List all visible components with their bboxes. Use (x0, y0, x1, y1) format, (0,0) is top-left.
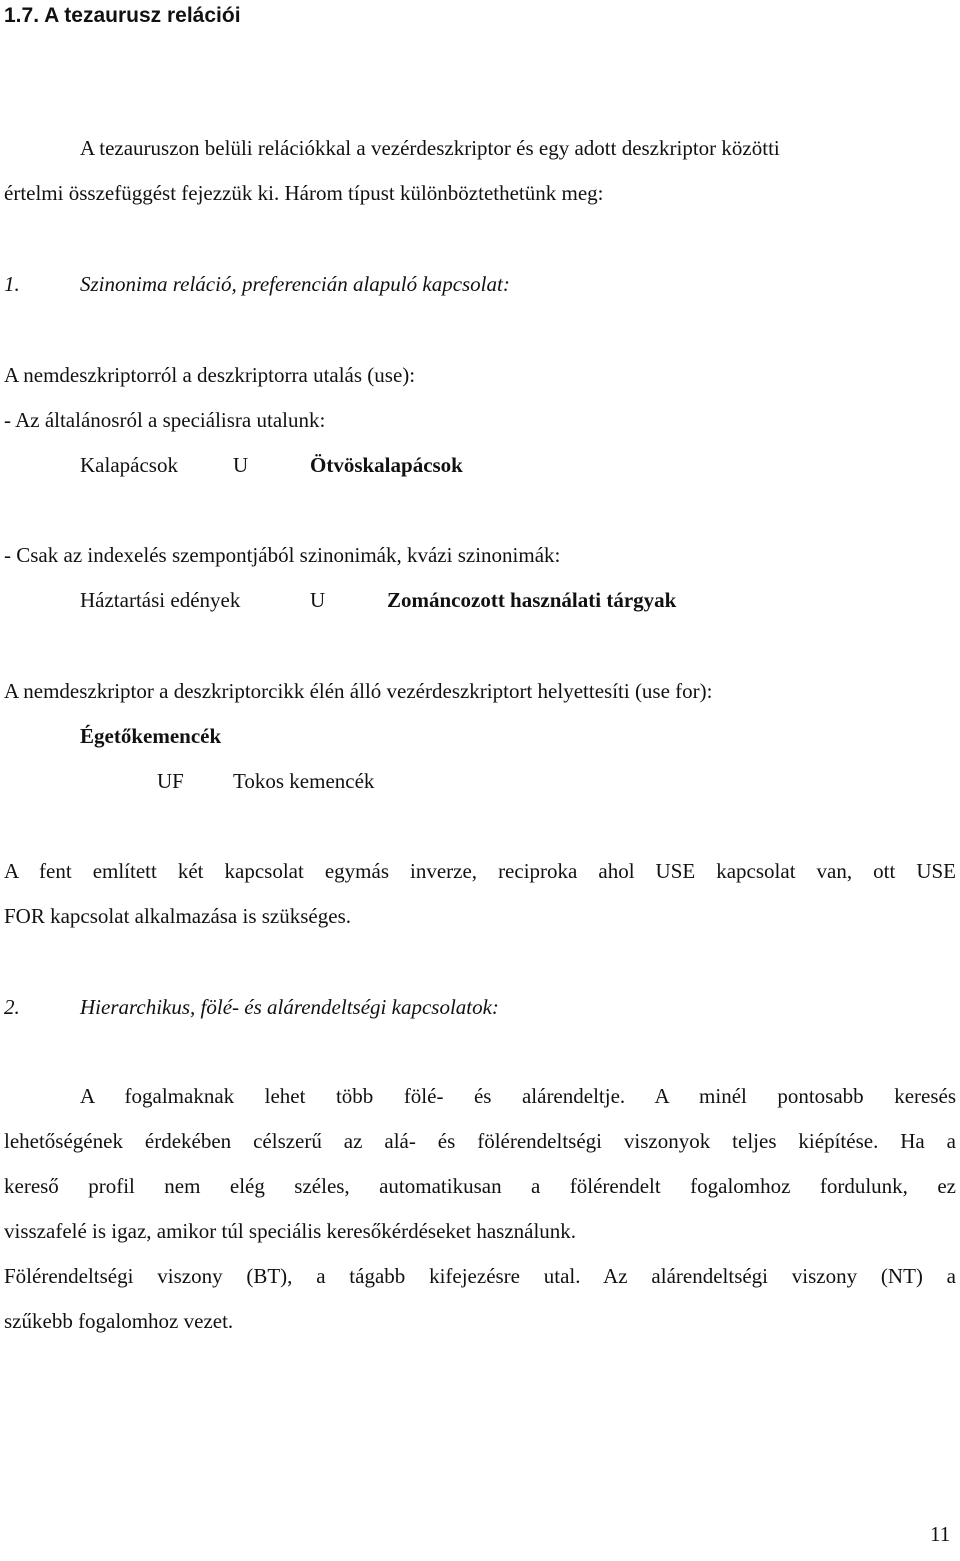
quasi-synonym-line: - Csak az indexelés szempontjából szinonimák, kvázi szinonimák: (4, 543, 561, 567)
hier-line-3: kereső profil nem elég széles, automatikusan a fölérendelt fogalomhoz fordulunk, ez (4, 1174, 956, 1198)
section-heading: 1.7. A tezaurusz relációi (4, 4, 241, 27)
hier-line-2: lehetőségének érdekében célszerű az alá- és fölérendeltségi viszonyok teljes kiépítése. Ha a (4, 1129, 956, 1153)
example2-term: Háztartási edények (80, 588, 241, 612)
general-special-line: - Az általánosról a speciálisra utalunk: (4, 408, 326, 432)
hier-line-1: A fogalmaknak lehet több fölé- és alárendeltje. A minél pontosabb keresés (80, 1084, 956, 1108)
item1-title: Szinonima reláció, preferencián alapuló kapcsolat: (80, 272, 510, 296)
example3-target: Tokos kemencék (233, 769, 375, 793)
page-number: 11 (930, 1522, 951, 1546)
hier-line-6: szűkebb fogalomhoz vezet. (4, 1309, 234, 1333)
example1-target: Ötvöskalapácsok (310, 453, 463, 477)
example2-target: Zománcozott használati tárgyak (387, 588, 677, 612)
intro-line-2: értelmi összefüggést fejezzük ki. Három típust különböztethetünk meg: (4, 181, 604, 205)
example3-head: Égetőkemencék (80, 724, 222, 748)
use-for-intro: A nemdeszkriptor a deszkriptorcikk élén álló vezérdeszkriptort helyettesíti (use for): (4, 679, 713, 703)
inverse-line-1: A fent említett két kapcsolat egymás inverze, reciproka ahol USE kapcsolat van, ott USE (4, 859, 956, 883)
item2-number: 2. (4, 995, 20, 1019)
hier-line-5: Fölérendeltségi viszony (BT), a tágabb kifejezésre utal. Az alárendeltségi viszony (NT) a (4, 1264, 956, 1288)
item2-title: Hierarchikus, fölé- és alárendeltségi kapcsolatok: (80, 995, 499, 1019)
item1-number: 1. (4, 272, 20, 296)
use-intro: A nemdeszkriptorról a deszkriptorra utalás (use): (4, 363, 416, 387)
example1-term: Kalapácsok (80, 453, 178, 477)
example1-operator: U (233, 453, 249, 477)
hier-line-4: visszafelé is igaz, amikor túl speciális keresőkérdéseket használunk. (4, 1219, 577, 1243)
intro-line-1: A tezauruszon belüli relációkkal a vezérdeszkriptor és egy adott deszkriptor közötti (80, 136, 780, 160)
example3-operator: UF (157, 769, 184, 793)
example2-operator: U (310, 588, 326, 612)
inverse-line-2: FOR kapcsolat alkalmazása is szükséges. (4, 904, 351, 928)
